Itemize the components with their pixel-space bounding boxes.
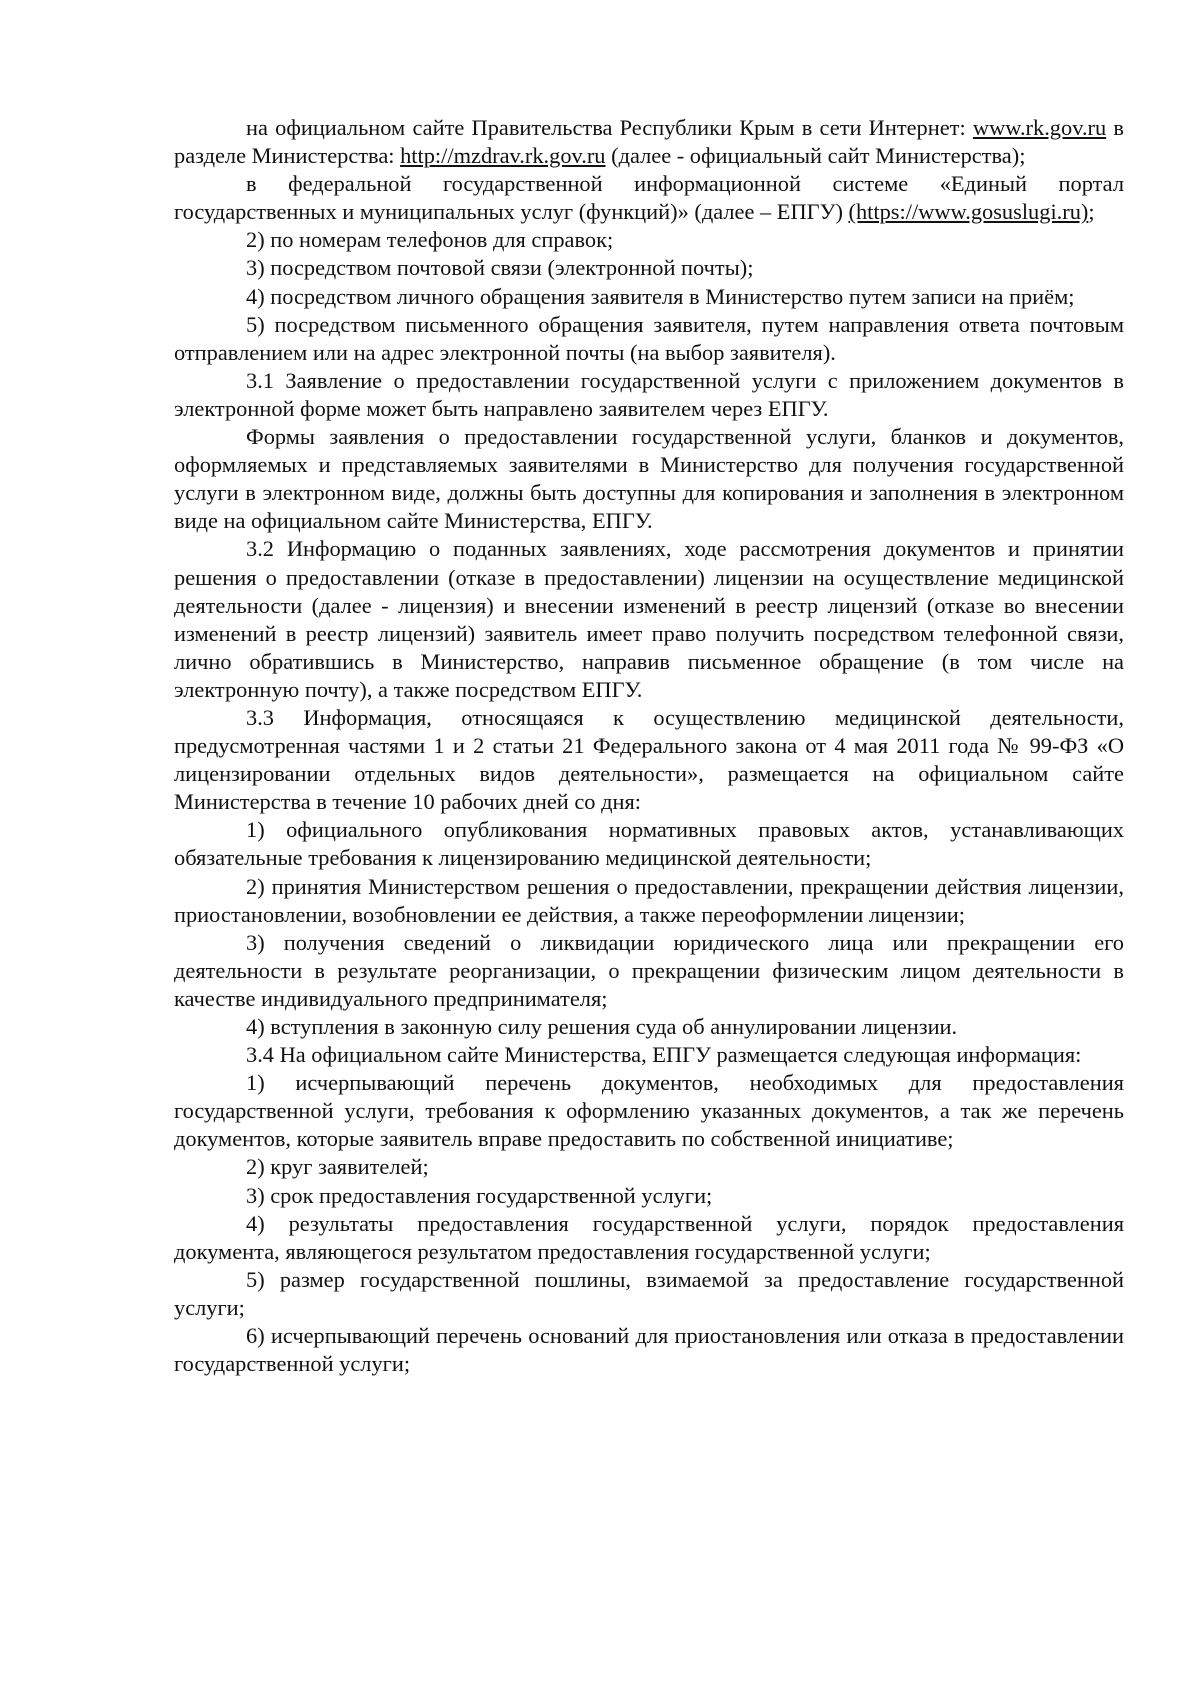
paragraph-forms: Формы заявления о предоставлении государственной услуги, бланков и документов, оформляемых и представляемых заявителями в Министерство для получения государственной услуги в электронном виде, должны быть доступны для копирования и заполнения в электронном виде на официальном сайте Министерства, ЕПГУ. (174, 424, 1124, 534)
paragraph-3-3-item-4: 4) вступления в законную силу решения суда об аннулировании лицензии. (246, 1014, 958, 1039)
paragraph-3-3-item-2: 2) принятия Министерством решения о предоставлении, прекращении действия лицензии, приостановлении, возобновлении ее действия, а также переоформлении лицензии; (174, 873, 1124, 927)
paragraph-text: (далее - официальный сайт Министерства); (605, 143, 1026, 169)
paragraph-item-5-written: 5) посредством письменного обращения заявителя, путем направления ответа почтовым отправлением или на адрес электронной почты (на выбор заявителя). (174, 311, 1124, 365)
mzdrav-link[interactable]: http://mzdrav.rk.gov.ru (400, 143, 606, 169)
paragraph-3-3-item-3: 3) получения сведений о ликвидации юридического лица или прекращении его деятельности в результате реорганизации, о прекращении физическим лицом деятельности в качестве индивидуального предпринимателя; (174, 929, 1124, 1011)
paragraph-official-site (174, 114, 1124, 170)
paragraph-item-2-phones: 2) по номерам телефонов для справок; (246, 227, 614, 253)
paragraph-3-3-item-1: 1) официального опубликования нормативных правовых актов, устанавливающих обязательные требования к лицензированию медицинской деятельности; (174, 817, 1124, 871)
gosuslugi-link[interactable]: (https://www.gosuslugi.ru) (848, 199, 1089, 225)
paragraph-3-4-item-1: 1) исчерпывающий перечень документов, необходимых для предоставления государственной услуги, требования к оформлению указанных документов, а так же перечень документов, которые заявитель вправе предоставить по собственной инициативе; (174, 1070, 1124, 1152)
paragraph-3-4-item-4: 4) результаты предоставления государственной услуги, порядок предоставления документа, являющегося результатом предоставления государственной услуги; (174, 1210, 1124, 1264)
document-body (174, 114, 1124, 1378)
paragraph-3-4-item-6: 6) исчерпывающий перечень оснований для приостановления или отказа в предоставлении государственной услуги; (174, 1323, 1124, 1377)
paragraph-text: ; (1088, 199, 1095, 225)
paragraph-3-4-item-2: 2) круг заявителей; (246, 1154, 429, 1180)
paragraph-item-3-mail: 3) посредством почтовой связи (электронной почты); (246, 255, 754, 281)
paragraph-text: в федеральной государственной информационной системе «Единый портал государственных и муниципальных услуг (функций)» (далее – ЕПГУ) (174, 171, 1124, 225)
paragraph-section-3-2: 3.2 Информацию о поданных заявлениях, ходе рассмотрения документов и принятии решения о предоставлении (отказе в предоставлении) лицензии на осуществление медицинской деятельности (далее - лицензия) и внесении изменений в реестр лицензий (отказе во внесении изменений в реестр лицензий) заявитель имеет право получить посредством телефонной связи, лично обратившись в Министерство, направив письменное обращение (в том числе на электронную почту), а также посредством ЕПГУ. (174, 536, 1124, 702)
paragraph-text: в разделе Министерства: (174, 115, 1124, 169)
paragraph-section-3-4: 3.4 На официальном сайте Министерства, ЕПГУ размещается следующая информация: (246, 1042, 1082, 1068)
paragraph-3-4-item-3: 3) срок предоставления государственной услуги; (246, 1182, 713, 1208)
paragraph-item-4-personal: 4) посредством личного обращения заявителя в Министерство путем записи на приём; (246, 283, 1075, 309)
paragraph-section-3-1: 3.1 Заявление о предоставлении государственной услуги с приложением документов в электронной форме может быть направлено заявителем через ЕПГУ. (174, 367, 1124, 421)
paragraph-section-3-3: 3.3 Информация, относящаяся к осуществлению медицинской деятельности, предусмотренная частями 1 и 2 статьи 21 Федерального закона от 4 мая 2011 года № 99-ФЗ «О лицензировании отдельных видов деятельности», размещается на официальном сайте Министерства в течение 10 рабочих дней со дня: (174, 704, 1124, 815)
paragraph-epgu-system (174, 170, 1124, 226)
rk-gov-link[interactable]: www.rk.gov.ru (972, 115, 1107, 140)
paragraph-text: на официальном сайте Правительства Республики Крым в сети Интернет: (246, 115, 973, 140)
paragraph-3-4-item-5: 5) размер государственной пошлины, взимаемой за предоставление государственной услуги; (174, 1266, 1124, 1320)
